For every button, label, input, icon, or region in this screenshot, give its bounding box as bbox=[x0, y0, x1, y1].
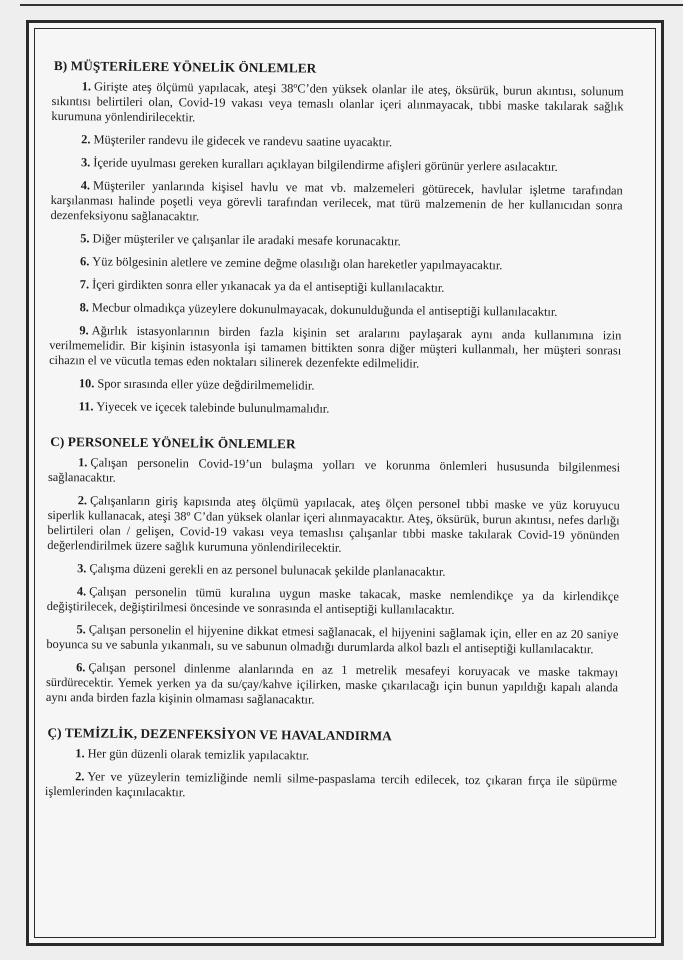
section-personnel bbox=[46, 434, 621, 710]
list-item: 2. Çalışanların giriş kapısında ateş ölçümü yapılacak, ateş ölçen personel tıbbi maske ve yüz koruyucu siperlik kullanacak, ateşi 38º C’dan yüksek olanlar içeri alınmayacaktır. Ateş, öksürük, burun akıntısı, nefes darlığı belirtileri olan / gelişen, Covid-19 vakası veya temaslısı çalışanlar tıbbi maske takılarak Covid-19 yönünden değerlendirilmek üzere sağlık kurumuna yönlendirilecektir. bbox=[47, 493, 620, 555]
section-title: Ç) TEMİZLİK, DEZENFEKSİYON VE HAVALANDIRMA bbox=[47, 724, 392, 744]
list-item: 9. Ağırlık istasyonlarının birden fazla kişinin set aralarını paylaşarak aynı anda kullanımına izin verilmemelidir. Bir kişinin istasyonla işi tamamen bittikten sonra diğer müşteri kullanmalı, her müşteri sonrası cihazın el ve vücutla temas eden noktaları silinerek dezenfekte edilmelidir. bbox=[49, 323, 622, 371]
list-item: 3. Çalışma düzeni gerekli en az personel bulunacak şekilde planlanacaktır. bbox=[77, 561, 446, 579]
list-item: 5. Diğer müşteriler ve çalışanlar ile aradaki mesafe korunacaktır. bbox=[80, 231, 401, 249]
list-item: 1. Girişte ateş ölçümü yapılacak, ateşi 38ºC’den yüksek olanlar ile ateş, öksürük, burun akıntısı, solunum sıkıntısı belirtileri olan, Covid-19 vakası veya temaslı olanlar içeri alınmayacak, tıbbi maske takılarak sağlık kurumuna yönlendirilecektir. bbox=[51, 79, 624, 125]
list-item: 11. Yiyecek ve içecek talebinde bulunulmamalıdır. bbox=[78, 399, 330, 416]
list-item: 6. Çalışan personel dinlenme alanlarında en az 1 metrelik mesafeyi koruyacak ve maske takmayı sürdürecektir. Yemek yerken ya da su/çay/kahve içilirken, maske çıkarılacağı için bunun yapıldığı kapalı alanda aynı anda birden fazla kişinin olmaması sağlanacaktır. bbox=[45, 660, 619, 707]
list-item: 4. Çalışan personelin tümü kuralına uygun maske takacak, maske nemlendikçe ya da kirlendikçe değiştirilecek, değiştirilmesi öncesinde ve sonrasında el antiseptiği kullanılacaktır. bbox=[46, 584, 619, 617]
section-customers bbox=[49, 58, 624, 419]
list-item: 8. Mecbur olmadıkça yüzeylere dokunulmayacak, dokunulduğunda el antiseptiği kullanılacaktır. bbox=[79, 300, 558, 319]
list-item: 2. Müşteriler randevu ile gidecek ve randevu saatine uyacaktır. bbox=[81, 132, 393, 150]
section-cleaning bbox=[45, 725, 618, 804]
list-item: 4. Müşteriler yanlarında kişisel havlu ve mat vb. malzemeleri götürecek, havlular işletme tarafından karşılanması halinde poşetli veya görevli tarafından verilecek, mat türü malzemenin de her kullanıcıdan sonra dezenfeksiyonu sağlanacaktır. bbox=[50, 178, 623, 224]
list-item: 2. Yer ve yüzeylerin temizliğinde nemli silme-paspaslama tercih edilecek, toz çıkaran fırça ile süpürme işlemlerinden kaçınılacaktır. bbox=[44, 769, 618, 800]
section-title: B) MÜŞTERİLERE YÖNELİK ÖNLEMLER bbox=[53, 58, 317, 76]
list-item: 3. İçeride uyulması gereken kuralları açıklayan bilgilendirme afişleri görünür yerlere asılacaktır. bbox=[80, 155, 558, 174]
list-item: 7. İçeri girdikten sonra eller yıkanacak ya da el antiseptiği kullanılacaktır. bbox=[79, 277, 445, 295]
list-item: 5. Çalışan personelin el hijyenine dikkat etmesi sağlanacak, el hijyenini sağlamak için, eller en az 20 saniye boyunca su ve sabunla yıkanmalı, su ve sabunun olmadığı durumlarda alkol bazlı el antiseptiği kullanılacaktır. bbox=[46, 622, 619, 657]
scan-top-rule bbox=[20, 4, 683, 6]
list-item: 1. Her gün düzenli olarak temizlik yapılacaktır. bbox=[75, 746, 310, 763]
list-item: 1. Çalışan personelin Covid-19’un bulaşma yolları ve korunma önlemleri hususunda bilgilenmesi sağlanacaktır. bbox=[47, 455, 621, 485]
section-title: C) PERSONELE YÖNELİK ÖNLEMLER bbox=[50, 434, 296, 452]
document-body bbox=[45, 58, 624, 812]
list-item: 6. Yüz bölgesinin aletlere ve zemine değme olasılığı olan hareketler yapılmayacaktır. bbox=[79, 254, 503, 273]
list-item: 10. Spor sırasında eller yüze değdirilmemelidir. bbox=[78, 376, 315, 393]
